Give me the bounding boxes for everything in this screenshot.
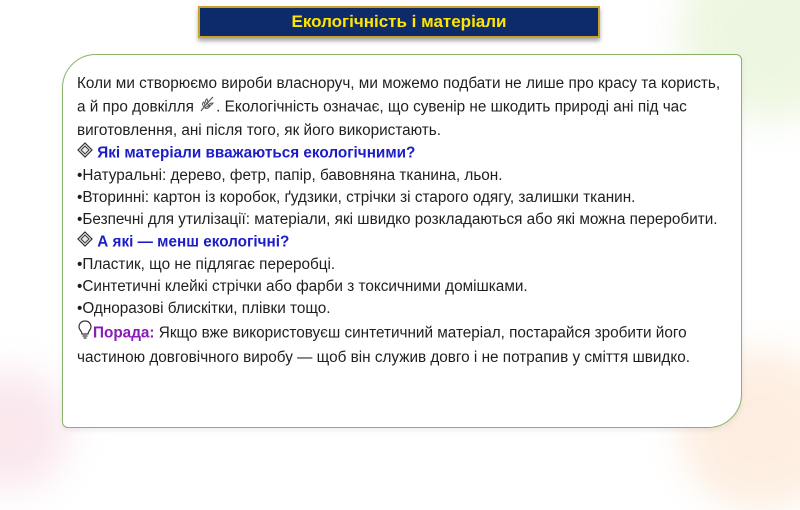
list-item: •Безпечні для утилізації: матеріали, які швидко розкладаються або які можна переробити. <box>77 211 718 228</box>
tip-label: Порада: <box>93 324 155 342</box>
intro-text-end: . Екологічність означає, що сувенір не шкодить природі ані під час виготовлення, ані після того, як його використають. <box>77 98 687 139</box>
list-item: •Одноразові блискітки, плівки тощо. <box>77 300 331 317</box>
lightbulb-icon <box>77 320 93 347</box>
list-item: •Синтетичні клейкі стрічки або фарби з токсичними домішками. <box>77 278 528 295</box>
diamond-icon <box>77 231 93 254</box>
list-item: •Пластик, що не підлягає переробці. <box>77 256 336 273</box>
tip-text: Якщо вже використовуєш синтетичний матеріал, постарайся зробити його частиною довговічного виробу — щоб він служив довго і не потрапив у сміття швидко. <box>77 324 690 366</box>
title-banner <box>198 6 600 38</box>
list-item: •Вторинні: картон із коробок, ґудзики, стрічки зі старого одягу, залишки тканин. <box>77 189 636 206</box>
section-heading <box>77 231 727 254</box>
diamond-icon <box>77 142 93 165</box>
background-decoration <box>0 370 70 490</box>
intro-text: Коли ми створюємо вироби власноруч, ми можемо подбати не лише про красу та користь, а й про довкілля <box>77 75 721 116</box>
list-item: •Натуральні: дерево, фетр, папір, бавовняна тканина, льон. <box>77 167 503 184</box>
intro-paragraph <box>77 73 727 142</box>
tip-paragraph <box>77 320 727 369</box>
section-heading-text: Які матеріали вважаються екологічними? <box>97 144 416 162</box>
content-panel <box>62 54 742 428</box>
leaf-icon <box>198 95 216 120</box>
section-heading <box>77 142 727 165</box>
section-heading-text: А які — менш екологічні? <box>97 233 290 251</box>
page-title: Екологічність і матеріали <box>291 12 507 31</box>
